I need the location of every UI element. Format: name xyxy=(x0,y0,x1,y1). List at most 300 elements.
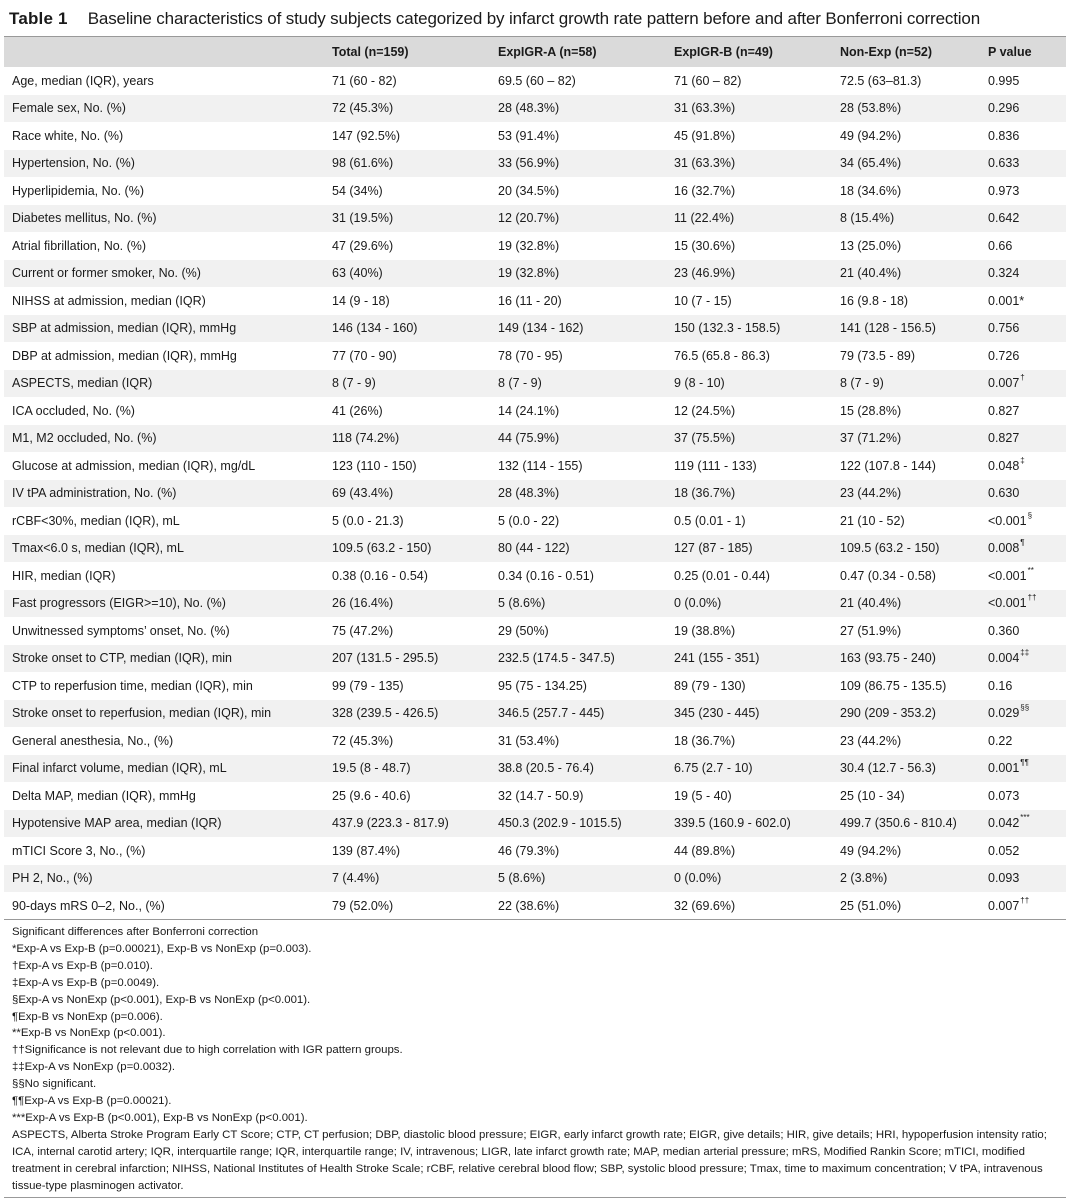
row-label-text: Unwitnessed symptoms’ onset, No. (%) xyxy=(12,623,230,638)
table-row xyxy=(4,177,1066,205)
table-row xyxy=(4,700,1066,728)
row-label-text: SBP at admission, median (IQR), mmHg xyxy=(12,321,237,336)
row-label-text: General anesthesia, No., (%) xyxy=(12,733,174,748)
row-label xyxy=(4,480,324,508)
cell-non-exp-text: 141 (128 - 156.5) xyxy=(840,321,936,336)
cell-expigr-b-text: 76.5 (65.8 - 86.3) xyxy=(674,348,770,363)
cell-non-exp-text: 27 (51.9%) xyxy=(840,623,902,638)
cell-expigr-b-text: 31 (63.3%) xyxy=(674,101,736,116)
cell-p-value xyxy=(980,260,1066,288)
cell-p-value xyxy=(980,232,1066,260)
abbreviations-note: ASPECTS, Alberta Stroke Program Early CT Score; CTP, CT perfusion; DBP, diastolic blood pressure; EIGR, early infarct growth rate; EIGR, give details; HIR, give details; HRI, hypoperfusion intensity ratio; ICA, internal carotid artery; IQR, interquartile range; IQR, interquartile range; IV, intravenous; LIGR, late infarct growth rate; MAP, median arterial pressure; mRS, Modified Rankin Score; mTICI, modified treatment in cerebral infarction; NIHSS, National Institutes of Health Stroke Scale; rCBF, relative cerebral blood flow; SBP, systolic blood pressure; Tmax, time to maximum concentration; V tPA, intravenous tissue-type plasminogen activator. xyxy=(12,1128,1047,1192)
footnote-marker: *** xyxy=(1020,813,1030,823)
cell-expigr-a xyxy=(490,232,666,260)
cell-non-exp xyxy=(832,177,980,205)
cell-non-exp xyxy=(832,700,980,728)
cell-non-exp xyxy=(832,67,980,95)
cell-expigr-b-text: 0.5 (0.01 - 1) xyxy=(674,513,746,528)
cell-total xyxy=(324,67,490,95)
cell-expigr-b xyxy=(666,287,832,315)
row-label xyxy=(4,590,324,618)
cell-expigr-a xyxy=(490,480,666,508)
row-label-text: Atrial fibrillation, No. (%) xyxy=(12,238,147,253)
cell-non-exp xyxy=(832,892,980,920)
table-row xyxy=(4,645,1066,673)
footnote: §Exp-A vs NonExp (p<0.001), Exp-B vs NonExp (p<0.001). xyxy=(12,993,311,1006)
row-label xyxy=(4,95,324,123)
cell-p-value xyxy=(980,150,1066,178)
cell-p-value xyxy=(980,810,1066,838)
cell-p-value-text: 0.642 xyxy=(988,211,1020,226)
cell-total xyxy=(324,645,490,673)
cell-non-exp xyxy=(832,562,980,590)
cell-expigr-a-text: 5 (8.6%) xyxy=(498,596,546,611)
footnote-marker: ‡‡ xyxy=(1020,648,1030,658)
cell-expigr-a-text: 28 (48.3%) xyxy=(498,486,560,501)
cell-p-value xyxy=(980,177,1066,205)
cell-expigr-a-text: 53 (91.4%) xyxy=(498,128,560,143)
cell-expigr-b-text: 127 (87 - 185) xyxy=(674,541,753,556)
cell-expigr-a-text: 31 (53.4%) xyxy=(498,733,560,748)
cell-p-value-text: 0.973 xyxy=(988,183,1020,198)
row-label xyxy=(4,727,324,755)
cell-expigr-a xyxy=(490,122,666,150)
cell-p-value xyxy=(980,205,1066,233)
footnote: *Exp-A vs Exp-B (p=0.00021), Exp-B vs NonExp (p=0.003). xyxy=(12,942,312,955)
row-label-text: Stroke onset to CTP, median (IQR), min xyxy=(12,651,232,666)
cell-non-exp-text: 72.5 (63–81.3) xyxy=(840,73,922,88)
cell-total xyxy=(324,122,490,150)
cell-p-value-text: 0.66 xyxy=(988,238,1013,253)
footnote-marker: ¶¶ xyxy=(1020,758,1029,768)
cell-non-exp xyxy=(832,617,980,645)
row-label xyxy=(4,755,324,783)
cell-expigr-b xyxy=(666,232,832,260)
cell-expigr-b xyxy=(666,535,832,563)
cell-p-value-text: 0.042 xyxy=(988,816,1020,831)
cell-total xyxy=(324,562,490,590)
row-label-text: mTICI Score 3, No., (%) xyxy=(12,843,146,858)
column-header: Total (n=159) xyxy=(332,45,409,59)
cell-expigr-b xyxy=(666,672,832,700)
table-row xyxy=(4,782,1066,810)
cell-p-value xyxy=(980,342,1066,370)
row-label xyxy=(4,205,324,233)
cell-expigr-b-text: 37 (75.5%) xyxy=(674,431,736,446)
cell-non-exp-text: 109 (86.75 - 135.5) xyxy=(840,678,947,693)
cell-total-text: 7 (4.4%) xyxy=(332,871,380,886)
row-label xyxy=(4,645,324,673)
cell-non-exp-text: 25 (51.0%) xyxy=(840,898,902,913)
row-label xyxy=(4,260,324,288)
cell-expigr-a-text: 5 (8.6%) xyxy=(498,871,546,886)
row-label-text: ICA occluded, No. (%) xyxy=(12,403,135,418)
cell-p-value-text: 0.007 xyxy=(988,898,1020,913)
cell-expigr-b-text: 339.5 (160.9 - 602.0) xyxy=(674,816,791,831)
cell-expigr-a-text: 19 (32.8%) xyxy=(498,238,560,253)
cell-expigr-b xyxy=(666,810,832,838)
footnote-marker: † xyxy=(1020,373,1025,383)
cell-expigr-a xyxy=(490,370,666,398)
cell-expigr-a xyxy=(490,177,666,205)
cell-expigr-a xyxy=(490,150,666,178)
cell-total-text: 207 (131.5 - 295.5) xyxy=(332,651,439,666)
cell-expigr-b-text: 6.75 (2.7 - 10) xyxy=(674,761,753,776)
footnote-marker: †† xyxy=(1020,895,1030,905)
cell-expigr-a-text: 450.3 (202.9 - 1015.5) xyxy=(498,816,622,831)
row-label xyxy=(4,232,324,260)
cell-p-value xyxy=(980,727,1066,755)
cell-expigr-b xyxy=(666,452,832,480)
cell-non-exp xyxy=(832,782,980,810)
cell-non-exp xyxy=(832,232,980,260)
cell-expigr-a-text: 32 (14.7 - 50.9) xyxy=(498,788,584,803)
footnote: †Exp-A vs Exp-B (p=0.010). xyxy=(12,959,153,972)
cell-non-exp xyxy=(832,645,980,673)
cell-p-value xyxy=(980,480,1066,508)
table-row xyxy=(4,260,1066,288)
row-label-text: Final infarct volume, median (IQR), mL xyxy=(12,761,227,776)
table-row xyxy=(4,837,1066,865)
cell-non-exp-text: 49 (94.2%) xyxy=(840,843,902,858)
cell-expigr-b xyxy=(666,480,832,508)
footnote-marker: ‡ xyxy=(1020,455,1025,465)
cell-expigr-a xyxy=(490,810,666,838)
cell-total-text: 26 (16.4%) xyxy=(332,596,394,611)
row-label xyxy=(4,452,324,480)
column-header: ExpIGR-B (n=49) xyxy=(674,45,773,59)
column-header: P value xyxy=(988,45,1032,59)
cell-p-value-text: <0.001 xyxy=(988,513,1027,528)
row-label xyxy=(4,562,324,590)
row-label-text: Current or former smoker, No. (%) xyxy=(12,266,201,281)
cell-p-value-text: 0.029 xyxy=(988,706,1020,721)
cell-total xyxy=(324,865,490,893)
row-label xyxy=(4,425,324,453)
row-label-text: DBP at admission, median (IQR), mmHg xyxy=(12,348,237,363)
row-label xyxy=(4,892,324,920)
cell-expigr-b xyxy=(666,755,832,783)
cell-expigr-a xyxy=(490,645,666,673)
cell-expigr-b-text: 11 (22.4%) xyxy=(674,211,735,226)
footnote-marker: ** xyxy=(1027,565,1034,575)
row-label xyxy=(4,700,324,728)
cell-total xyxy=(324,810,490,838)
cell-non-exp xyxy=(832,507,980,535)
cell-total xyxy=(324,617,490,645)
table-row xyxy=(4,535,1066,563)
cell-non-exp-text: 21 (40.4%) xyxy=(840,266,902,281)
table-number: Table 1 xyxy=(9,9,68,28)
cell-expigr-a-text: 22 (38.6%) xyxy=(498,898,560,913)
cell-expigr-b xyxy=(666,865,832,893)
cell-non-exp xyxy=(832,397,980,425)
cell-total-text: 139 (87.4%) xyxy=(332,843,401,858)
row-label xyxy=(4,67,324,95)
cell-p-value-text: 0.827 xyxy=(988,431,1020,446)
cell-expigr-a-text: 20 (34.5%) xyxy=(498,183,560,198)
table-row xyxy=(4,232,1066,260)
cell-expigr-a-text: 132 (114 - 155) xyxy=(498,458,583,473)
footnote: ***Exp-A vs Exp-B (p<0.001), Exp-B vs NonExp (p<0.001). xyxy=(12,1111,308,1124)
cell-non-exp-text: 37 (71.2%) xyxy=(840,431,902,446)
cell-non-exp-text: 23 (44.2%) xyxy=(840,733,902,748)
cell-non-exp xyxy=(832,425,980,453)
table-row xyxy=(4,95,1066,123)
cell-expigr-b-text: 9 (8 - 10) xyxy=(674,376,725,391)
cell-expigr-a-text: 33 (56.9%) xyxy=(498,156,560,171)
cell-p-value-text: 0.007 xyxy=(988,376,1020,391)
cell-expigr-a xyxy=(490,205,666,233)
cell-non-exp-text: 290 (209 - 353.2) xyxy=(840,706,936,721)
cell-expigr-b xyxy=(666,700,832,728)
cell-total-text: 41 (26%) xyxy=(332,403,383,418)
cell-non-exp-text: 30.4 (12.7 - 56.3) xyxy=(840,761,936,776)
table-row xyxy=(4,480,1066,508)
cell-expigr-b xyxy=(666,837,832,865)
footnote: §§No significant. xyxy=(12,1078,97,1091)
cell-total-text: 328 (239.5 - 426.5) xyxy=(332,706,439,721)
cell-total-text: 99 (79 - 135) xyxy=(332,678,404,693)
cell-total-text: 14 (9 - 18) xyxy=(332,293,390,308)
cell-expigr-b xyxy=(666,67,832,95)
cell-non-exp xyxy=(832,315,980,343)
cell-expigr-a-text: 29 (50%) xyxy=(498,623,549,638)
cell-p-value-text: <0.001 xyxy=(988,568,1027,583)
cell-non-exp-text: 34 (65.4%) xyxy=(840,156,902,171)
cell-expigr-a-text: 8 (7 - 9) xyxy=(498,376,542,391)
cell-expigr-a-text: 0.34 (0.16 - 0.51) xyxy=(498,568,594,583)
cell-non-exp xyxy=(832,122,980,150)
cell-non-exp-text: 25 (10 - 34) xyxy=(840,788,905,803)
cell-non-exp-text: 79 (73.5 - 89) xyxy=(840,348,916,363)
cell-expigr-b xyxy=(666,562,832,590)
cell-total-text: 77 (70 - 90) xyxy=(332,348,397,363)
table-row xyxy=(4,342,1066,370)
cell-expigr-b-text: 16 (32.7%) xyxy=(674,183,736,198)
cell-p-value xyxy=(980,700,1066,728)
cell-non-exp-text: 163 (93.75 - 240) xyxy=(840,651,936,666)
table-row xyxy=(4,315,1066,343)
footnote: ††Significance is not relevant due to high correlation with IGR pattern groups. xyxy=(12,1044,403,1057)
cell-total xyxy=(324,892,490,920)
table-body xyxy=(4,67,1066,920)
table-row xyxy=(4,67,1066,95)
cell-expigr-a-text: 14 (24.1%) xyxy=(498,403,560,418)
cell-non-exp-text: 21 (40.4%) xyxy=(840,596,902,611)
cell-expigr-b-text: 150 (132.3 - 158.5) xyxy=(674,321,781,336)
cell-expigr-b-text: 19 (5 - 40) xyxy=(674,788,732,803)
row-label-text: HIR, median (IQR) xyxy=(12,568,116,583)
cell-total-text: 437.9 (223.3 - 817.9) xyxy=(332,816,449,831)
footnote-marker: § xyxy=(1027,510,1033,520)
cell-p-value-text: 0.296 xyxy=(988,101,1020,116)
row-label-text: NIHSS at admission, median (IQR) xyxy=(12,293,206,308)
cell-non-exp xyxy=(832,590,980,618)
cell-non-exp-text: 16 (9.8 - 18) xyxy=(840,293,909,308)
row-label-text: Diabetes mellitus, No. (%) xyxy=(12,211,157,226)
cell-total-text: 72 (45.3%) xyxy=(332,101,394,116)
cell-p-value xyxy=(980,122,1066,150)
cell-expigr-b-text: 345 (230 - 445) xyxy=(674,706,760,721)
table-title: Baseline characteristics of study subjects categorized by infarct growth rate pattern before and after Bonferroni correction xyxy=(87,9,981,28)
row-label xyxy=(4,150,324,178)
cell-non-exp xyxy=(832,260,980,288)
cell-non-exp xyxy=(832,727,980,755)
row-label xyxy=(4,397,324,425)
cell-p-value xyxy=(980,287,1066,315)
cell-expigr-a xyxy=(490,342,666,370)
cell-non-exp xyxy=(832,865,980,893)
cell-expigr-b xyxy=(666,782,832,810)
cell-non-exp xyxy=(832,837,980,865)
table-row xyxy=(4,590,1066,618)
cell-non-exp xyxy=(832,205,980,233)
row-label-text: Race white, No. (%) xyxy=(12,128,124,143)
row-label-text: Stroke onset to reperfusion, median (IQR), min xyxy=(12,706,272,721)
cell-expigr-b xyxy=(666,177,832,205)
cell-total-text: 98 (61.6%) xyxy=(332,156,394,171)
cell-non-exp-text: 8 (7 - 9) xyxy=(840,376,884,391)
cell-expigr-b-text: 32 (69.6%) xyxy=(674,898,736,913)
cell-expigr-a-text: 19 (32.8%) xyxy=(498,266,560,281)
table-row xyxy=(4,452,1066,480)
cell-expigr-a xyxy=(490,452,666,480)
cell-p-value xyxy=(980,672,1066,700)
cell-expigr-b-text: 18 (36.7%) xyxy=(674,733,736,748)
cell-total xyxy=(324,315,490,343)
cell-expigr-b xyxy=(666,260,832,288)
table-row xyxy=(4,617,1066,645)
cell-total-text: 69 (43.4%) xyxy=(332,486,394,501)
cell-total xyxy=(324,727,490,755)
cell-non-exp xyxy=(832,755,980,783)
cell-expigr-b xyxy=(666,425,832,453)
cell-expigr-a xyxy=(490,727,666,755)
cell-total-text: 118 (74.2%) xyxy=(332,431,400,446)
cell-non-exp-text: 49 (94.2%) xyxy=(840,128,902,143)
cell-expigr-b-text: 31 (63.3%) xyxy=(674,156,736,171)
cell-total-text: 8 (7 - 9) xyxy=(332,376,376,391)
cell-expigr-a xyxy=(490,287,666,315)
row-label xyxy=(4,535,324,563)
cell-expigr-a-text: 80 (44 - 122) xyxy=(498,541,570,556)
cell-expigr-a-text: 38.8 (20.5 - 76.4) xyxy=(498,761,594,776)
cell-p-value-text: 0.008 xyxy=(988,541,1020,556)
row-label-text: Hypotensive MAP area, median (IQR) xyxy=(12,816,222,831)
cell-total-text: 19.5 (8 - 48.7) xyxy=(332,761,411,776)
table-row xyxy=(4,397,1066,425)
cell-expigr-b xyxy=(666,645,832,673)
row-label xyxy=(4,837,324,865)
cell-expigr-b xyxy=(666,315,832,343)
cell-total xyxy=(324,205,490,233)
cell-non-exp-text: 109.5 (63.2 - 150) xyxy=(840,541,940,556)
cell-total xyxy=(324,700,490,728)
footnote: ‡Exp-A vs Exp-B (p=0.0049). xyxy=(12,976,160,989)
cell-p-value-text: 0.995 xyxy=(988,73,1020,88)
cell-p-value xyxy=(980,425,1066,453)
cell-non-exp xyxy=(832,150,980,178)
row-label-text: M1, M2 occluded, No. (%) xyxy=(12,431,157,446)
table-header-row xyxy=(4,37,1066,67)
cell-p-value-text: <0.001 xyxy=(988,596,1027,611)
cell-non-exp-text: 122 (107.8 - 144) xyxy=(840,458,936,473)
cell-non-exp-text: 28 (53.8%) xyxy=(840,101,902,116)
row-label-text: CTP to reperfusion time, median (IQR), min xyxy=(12,678,253,693)
footnote: ¶Exp-B vs NonExp (p=0.006). xyxy=(12,1010,163,1023)
cell-expigr-b-text: 15 (30.6%) xyxy=(674,238,736,253)
cell-expigr-a xyxy=(490,67,666,95)
cell-p-value xyxy=(980,892,1066,920)
table-row xyxy=(4,205,1066,233)
column-header: Non-Exp (n=52) xyxy=(840,45,933,59)
cell-expigr-a xyxy=(490,700,666,728)
cell-p-value-text: 0.324 xyxy=(988,266,1020,281)
column-header xyxy=(4,37,324,67)
cell-expigr-b xyxy=(666,590,832,618)
cell-expigr-b-text: 0 (0.0%) xyxy=(674,871,722,886)
cell-non-exp xyxy=(832,535,980,563)
footnote: **Exp-B vs NonExp (p<0.001). xyxy=(12,1027,166,1040)
cell-p-value xyxy=(980,590,1066,618)
cell-p-value-text: 0.633 xyxy=(988,156,1020,171)
row-label xyxy=(4,810,324,838)
cell-non-exp-text: 8 (15.4%) xyxy=(840,211,895,226)
cell-p-value-text: 0.052 xyxy=(988,843,1020,858)
table-row xyxy=(4,892,1066,920)
cell-expigr-a xyxy=(490,865,666,893)
cell-expigr-b-text: 18 (36.7%) xyxy=(674,486,736,501)
column-header: ExpIGR-A (n=58) xyxy=(498,45,597,59)
row-label xyxy=(4,315,324,343)
row-label xyxy=(4,342,324,370)
cell-expigr-a-text: 78 (70 - 95) xyxy=(498,348,563,363)
cell-expigr-b-text: 44 (89.8%) xyxy=(674,843,736,858)
bottom-rule xyxy=(4,1197,1066,1198)
cell-expigr-b-text: 89 (79 - 130) xyxy=(674,678,746,693)
cell-expigr-b-text: 23 (46.9%) xyxy=(674,266,736,281)
cell-p-value xyxy=(980,67,1066,95)
table-footnotes xyxy=(4,920,1066,1195)
cell-total xyxy=(324,287,490,315)
cell-p-value xyxy=(980,535,1066,563)
cell-expigr-b xyxy=(666,150,832,178)
cell-expigr-a xyxy=(490,95,666,123)
cell-p-value-text: 0.756 xyxy=(988,321,1020,336)
cell-p-value-text: 0.073 xyxy=(988,788,1020,803)
table-row xyxy=(4,425,1066,453)
cell-expigr-a-text: 95 (75 - 134.25) xyxy=(498,678,587,693)
cell-expigr-a xyxy=(490,892,666,920)
cell-p-value-text: 0.001* xyxy=(988,293,1025,308)
cell-non-exp xyxy=(832,370,980,398)
cell-total-text: 5 (0.0 - 21.3) xyxy=(332,513,404,528)
table-row xyxy=(4,287,1066,315)
row-label xyxy=(4,177,324,205)
cell-expigr-a xyxy=(490,425,666,453)
footnote-marker: §§ xyxy=(1020,703,1030,713)
cell-expigr-a xyxy=(490,562,666,590)
cell-total-text: 79 (52.0%) xyxy=(332,898,394,913)
cell-non-exp-text: 2 (3.8%) xyxy=(840,871,888,886)
cell-total xyxy=(324,452,490,480)
cell-expigr-a xyxy=(490,535,666,563)
cell-non-exp-text: 499.7 (350.6 - 810.4) xyxy=(840,816,957,831)
table-row xyxy=(4,755,1066,783)
cell-p-value xyxy=(980,782,1066,810)
cell-expigr-a-text: 28 (48.3%) xyxy=(498,101,560,116)
